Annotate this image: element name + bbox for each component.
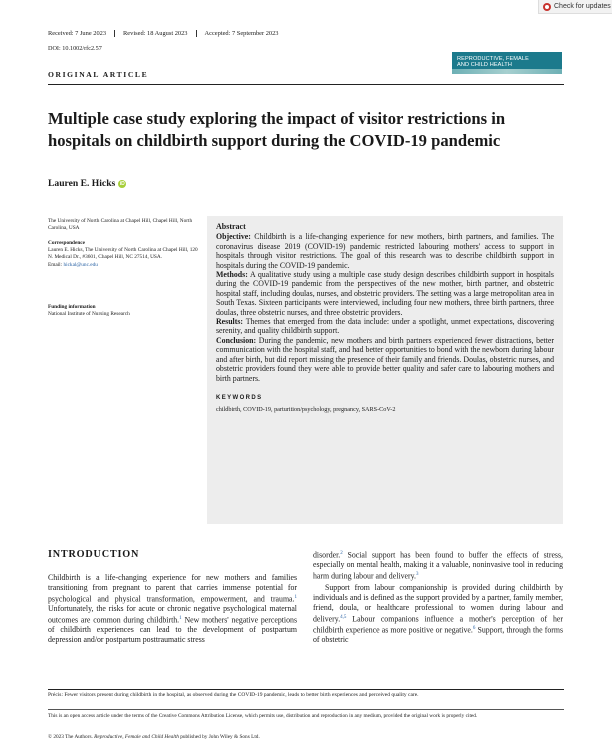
dates-line xyxy=(48,30,295,37)
abstract-objective: Objective: Childbirth is a life-changing experience for new mothers, birth partners, and families. The coronavirus disease 2019 (COVID-19) pandemic restricted labouring mothers' access to support in hospitals through visitor restrictions. The goal of this research was to describe childbirth support in hospitals during the COVID-19 pandemic. xyxy=(216,232,554,270)
divider xyxy=(48,709,564,710)
revised-date: Revised: 18 August 2023 xyxy=(123,30,196,37)
article-type: ORIGINAL ARTICLE xyxy=(48,70,149,79)
precis: Précis: Fewer visitors present during childbirth in the hospital, as observed during the COVID-19 pandemic, leads to better birth experiences and perceived quality care. xyxy=(48,692,419,698)
affiliation: The University of North Carolina at Chapel Hill, Chapel Hill, North Carolina, USA xyxy=(48,218,193,232)
intro-paragraph-2: Support from labour companionship is provided during childbirth by individuals and is defined as the support provided by a partner, family member, friend, doula, or healthcare professional to women during labour and delivery.$^{4,5}$ Labour companions influence a mother's perception of her childbirth experience as more positive or negative.$^6$ Support, through the forms of obstetric xyxy=(313,583,564,645)
citation-link[interactable]: 3 xyxy=(415,572,419,578)
abstract-methods: Methods: A qualitative study using a multiple case study design describes childbirth support in hospitals during the COVID-19 pandemic from the perspectives of the new mother, birth partner, and obstetric hospital staff, including doulas, nurses, and obstetric providers. The setting was a large metropolitan area in South Texas. Sixteen participants were interviewed, including four new mothers, three birth partners, three doulas, three obstetric nurses, and three obstetric providers. xyxy=(216,270,554,317)
received-date: Received: 7 June 2023 xyxy=(48,30,115,37)
keywords: childbirth, COVID-19, parturition/psychology, pregnancy, SARS-CoV-2 xyxy=(216,405,396,413)
funding xyxy=(48,304,198,318)
author xyxy=(48,178,126,189)
abstract-results: Results: Themes that emerged from the data include: under a spotlight, unmet expectations, discovering serenity, and quality childbirth support. xyxy=(216,317,554,336)
license-notice: This is an open access article under the terms of the Creative Commons Attribution License, which permits use, distribution and reproduction in any medium, provided the original work is properly cited. xyxy=(48,713,478,719)
accepted-date: Accepted: 7 September 2023 xyxy=(204,30,279,37)
copyright: © 2023 The Authors. Reproductive, Female and Child Health published by John Wiley & Sons Ltd. xyxy=(48,734,260,740)
orcid-icon[interactable]: iD xyxy=(119,181,125,187)
crossmark-icon xyxy=(543,3,551,11)
citation-link[interactable]: 1 xyxy=(179,615,182,621)
title-line-2: hospitals on childbirth support during the COVID-19 pandemic xyxy=(48,131,501,150)
intro-right-column xyxy=(313,549,563,645)
correspondence-label: Correspondence xyxy=(48,240,85,246)
email-link[interactable]: hickal@unc.edu xyxy=(63,261,98,268)
section-heading-introduction: INTRODUCTION xyxy=(48,549,140,560)
funding-text: National Institute of Nursing Research xyxy=(48,311,130,318)
divider xyxy=(48,84,564,85)
check-updates-label: Check for updates xyxy=(554,3,611,10)
citation-link[interactable]: 6 xyxy=(472,626,476,632)
correspondence xyxy=(48,240,198,269)
citation-link[interactable]: 1 xyxy=(294,594,297,600)
correspondence-text: Lauren E. Hicks, The University of North Carolina at Chapel Hill, 120 N. Medical Dr., #3601, Chapel Hill, NC 27514, USA. xyxy=(48,247,198,261)
abstract-box xyxy=(207,216,563,524)
keywords-heading: KEYWORDS xyxy=(216,394,263,401)
citation-link[interactable]: 4,5 xyxy=(340,614,347,620)
intro-paragraph-1: Childbirth is a life-changing experience for new mothers and families transitioning from pregnant to parent that carries immense potential for psychological and physical transformation, empowerment, and trauma.$^1$ Unfortunately, the risks for acute or chronic negative psychological maternal outcomes are common during childbirth.$^1$ New mothers' negative perceptions of childbirth experiences can lead to the development of postpartum depression and/or postpartum posttraumatic stress xyxy=(48,573,297,644)
abstract-heading: Abstract xyxy=(216,222,246,231)
doi[interactable]: DOI: 10.1002/rfc2.57 xyxy=(48,45,102,52)
abstract-conclusion: Conclusion: During the pandemic, new mothers and birth partners experienced fewer distractions, better communication with the hospital staff, and had better opportunities to bond with the newborn during labour and after birth, but did report missing the presence of their family and friends. Doulas, obstetric nurses, and obstetric providers found they were able to provide better quality and safer care to labouring mothers and birth partners. xyxy=(216,335,554,383)
journal-logo-text: REPRODUCTIVE, FEMALE AND CHILD HEALTH xyxy=(457,56,529,69)
article-title xyxy=(48,108,568,152)
intro-left-column xyxy=(48,573,297,644)
citation-link[interactable]: 2 xyxy=(340,551,343,556)
title-line-1: Multiple case study exploring the impact of visitor restrictions in xyxy=(48,109,506,128)
intro-paragraph-1-cont: disorder.$^2$ Social support has been found to buffer the effects of stress, especially on mental health, making it a valuable, noninvasive tool in reducing harm during labour and delivery.$^3$ xyxy=(313,550,563,581)
email-label: Email: xyxy=(48,261,63,268)
journal-logo xyxy=(452,52,562,74)
funding-label: Funding information xyxy=(48,304,96,310)
check-for-updates-badge[interactable] xyxy=(538,0,612,14)
author-name[interactable]: Lauren E. Hicks xyxy=(48,178,116,189)
divider xyxy=(48,689,564,690)
